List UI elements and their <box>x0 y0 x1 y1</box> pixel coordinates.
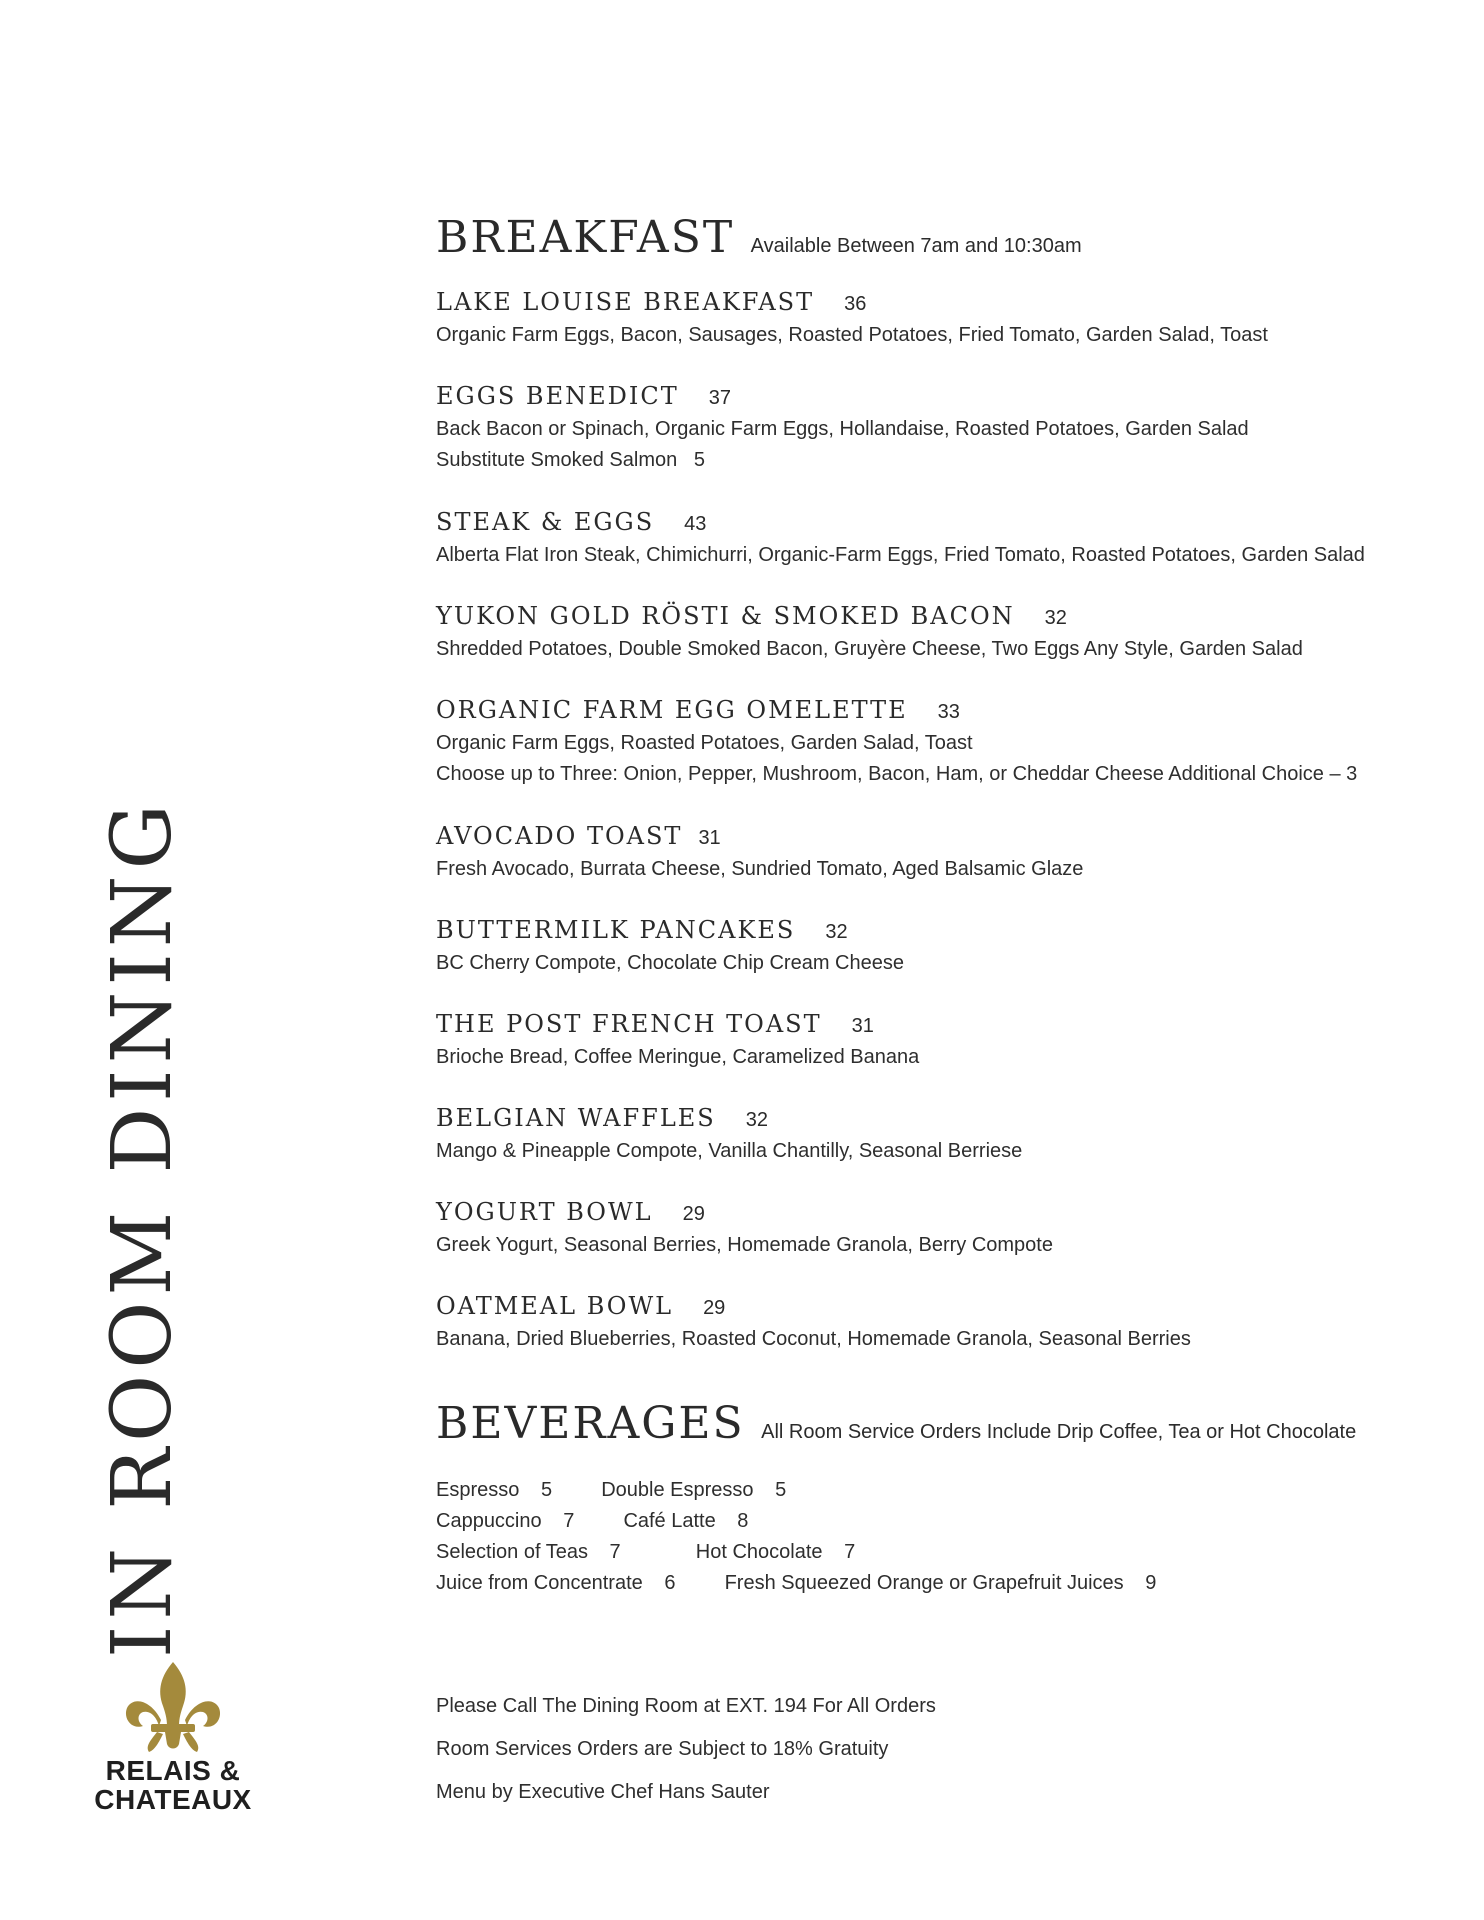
breakfast-subtitle: Available Between 7am and 10:30am <box>750 235 1082 257</box>
item-description: Shredded Potatoes, Double Smoked Bacon, Gruyère Cheese, Two Eggs Any Style, Garden Salad <box>436 638 1303 660</box>
beverage-name: Fresh Squeezed Orange or Grapefruit Juices <box>724 1572 1124 1594</box>
breakfast-title: BREAKFAST <box>436 212 735 263</box>
beverage-price: 7 <box>609 1541 621 1563</box>
beverage-price: 7 <box>844 1541 856 1563</box>
beverage-name: Hot Chocolate <box>695 1541 823 1563</box>
item-description: Organic Farm Eggs, Roasted Potatoes, Garden Salad, Toast <box>436 732 973 754</box>
footer-order-info: Please Call The Dining Room at EXT. 194 For All Orders <box>436 1695 936 1717</box>
item-description: Greek Yogurt, Seasonal Berries, Homemade Granola, Berry Compote <box>436 1234 1053 1256</box>
item-name: LAKE LOUISE BREAKFAST <box>436 288 815 316</box>
beverage-price: 5 <box>540 1479 553 1501</box>
item-name: EGGS BENEDICT <box>436 382 679 410</box>
item-description: Alberta Flat Iron Steak, Chimichurri, Organic-Farm Eggs, Fried Tomato, Roasted Potatoes, Garden Salad <box>436 544 1365 566</box>
item-price: 32 <box>745 1109 768 1131</box>
item-name: AVOCADO TOAST <box>436 822 683 850</box>
beverage-row <box>436 1541 855 1564</box>
item-price: 43 <box>684 513 707 535</box>
item-name: YUKON GOLD RÖSTI & SMOKED BACON <box>436 602 1015 630</box>
breakfast-heading <box>436 212 1082 263</box>
item-name: THE POST FRENCH TOAST <box>436 1010 822 1038</box>
beverages-subtitle: All Room Service Orders Include Drip Coffee, Tea or Hot Chocolate <box>761 1421 1357 1443</box>
item-price: 29 <box>682 1203 705 1225</box>
item-description: Mango & Pineapple Compote, Vanilla Chantilly, Seasonal Berriese <box>436 1140 1023 1162</box>
beverages-title: BEVERAGES <box>436 1398 745 1449</box>
item-name: YOGURT BOWL <box>436 1198 653 1226</box>
menu-item <box>436 696 1357 790</box>
logo-text-line-1: RELAIS & <box>105 1755 241 1786</box>
item-price: 31 <box>698 827 721 849</box>
beverages-heading <box>436 1398 1356 1449</box>
menu-item <box>436 1292 1191 1355</box>
item-price: 29 <box>703 1297 726 1319</box>
item-name: BELGIAN WAFFLES <box>436 1104 716 1132</box>
beverage-name: Selection of Teas <box>436 1541 588 1563</box>
item-description-extra: Substitute Smoked Salmon 5 <box>436 449 706 471</box>
footer-chef-credit: Menu by Executive Chef Hans Sauter <box>436 1781 770 1803</box>
menu-item <box>436 1104 1022 1167</box>
beverage-row <box>436 1572 1156 1595</box>
menu-item <box>436 602 1303 665</box>
menu-item <box>436 916 904 979</box>
item-price: 32 <box>825 921 848 943</box>
item-name: ORGANIC FARM EGG OMELETTE <box>436 696 908 724</box>
relais-chateaux-logo <box>88 1660 258 1814</box>
menu-item <box>436 822 1083 885</box>
item-description: Organic Farm Eggs, Bacon, Sausages, Roasted Potatoes, Fried Tomato, Garden Salad, Toast <box>436 324 1268 346</box>
beverage-price: 7 <box>563 1510 575 1532</box>
item-description: Banana, Dried Blueberries, Roasted Coconut, Homemade Granola, Seasonal Berries <box>436 1328 1191 1350</box>
menu-item <box>436 1198 1053 1261</box>
beverage-row <box>436 1479 786 1502</box>
item-name: STEAK & EGGS <box>436 508 655 536</box>
menu-item <box>436 1010 919 1073</box>
item-price: 33 <box>937 701 960 723</box>
beverage-name: Espresso <box>436 1479 520 1501</box>
item-name: OATMEAL BOWL <box>436 1292 674 1320</box>
item-description: Brioche Bread, Coffee Meringue, Caramelized Banana <box>436 1046 920 1068</box>
beverage-price: 8 <box>737 1510 749 1532</box>
fleur-de-lis-icon <box>121 1660 225 1756</box>
item-description: Back Bacon or Spinach, Organic Farm Eggs, Hollandaise, Roasted Potatoes, Garden Salad <box>436 418 1249 440</box>
beverage-price: 5 <box>775 1479 787 1501</box>
beverage-name: Double Espresso <box>601 1479 754 1501</box>
beverage-name: Cappuccino <box>436 1510 542 1532</box>
item-description: BC Cherry Compote, Chocolate Chip Cream Cheese <box>436 952 904 974</box>
beverage-price: 6 <box>664 1572 676 1594</box>
item-price: 37 <box>708 387 731 409</box>
item-price: 32 <box>1044 607 1067 629</box>
item-price: 31 <box>851 1015 874 1037</box>
item-price: 36 <box>844 293 867 315</box>
beverage-row <box>436 1510 748 1533</box>
menu-item <box>436 508 1365 571</box>
beverage-name: Café Latte <box>623 1510 716 1532</box>
beverage-price: 9 <box>1145 1572 1157 1594</box>
footer-gratuity-info: Room Services Orders are Subject to 18% Gratuity <box>436 1738 889 1760</box>
menu-item <box>436 382 1249 476</box>
item-description: Fresh Avocado, Burrata Cheese, Sundried Tomato, Aged Balsamic Glaze <box>436 858 1084 880</box>
beverage-name: Juice from Concentrate <box>436 1572 643 1594</box>
side-title-text: IN ROOM DINING <box>95 798 190 1658</box>
logo-text-line-2: CHATEAUX <box>94 1784 252 1815</box>
item-name: BUTTERMILK PANCAKES <box>436 916 796 944</box>
menu-item <box>436 288 1268 351</box>
item-description-extra: Choose up to Three: Onion, Pepper, Mushroom, Bacon, Ham, or Cheddar Cheese Additional Choice – 3 <box>436 763 1358 785</box>
